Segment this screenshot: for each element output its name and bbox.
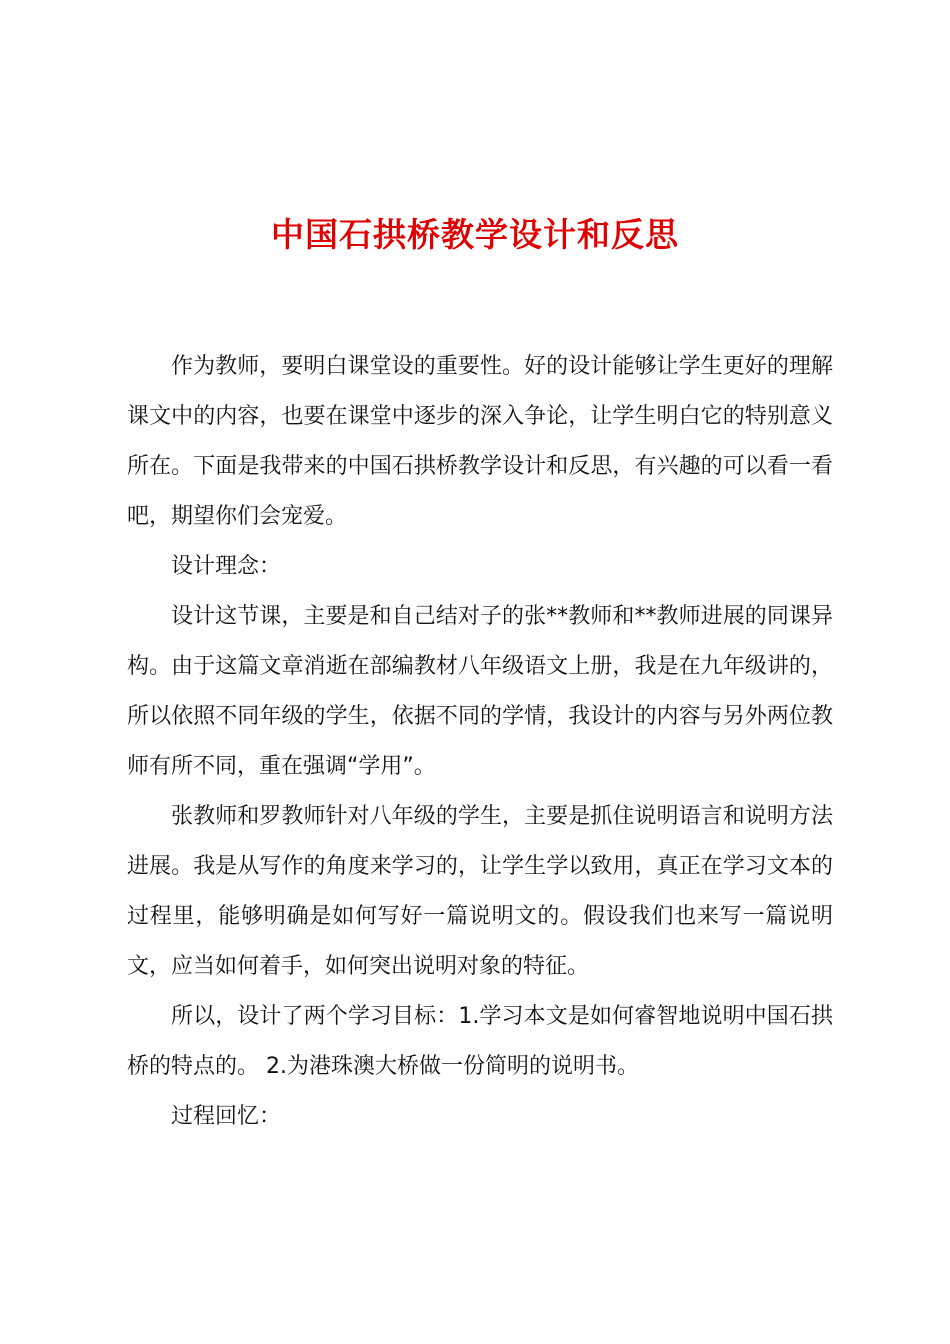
paragraph-heading-design-concept: 设计理念： xyxy=(171,554,282,579)
paragraph-teacher-comparison: 张教师和罗教师针对八年级的学生，主要是抓住说明语言和说明方法进展。我是从写作的角度来学习的，让学生学以致用，真正在学习文本的过程里，能够明确是如何写好一篇说明文的。假设我们也来写一篇说明文，应当如何着手，如何突出说明对象的特征。 xyxy=(127,804,833,979)
document-body xyxy=(127,342,833,1142)
paragraph-learning-goals: 所以，设计了两个学习目标：1.学习本文是如何睿智地说明中国石拱桥的特点的。 2.为港珠澳大桥做一份简明的说明书。 xyxy=(127,1004,833,1079)
paragraph-intro: 作为教师，要明白课堂设的重要性。好的设计能够让学生更好的理解课文中的内容，也要在课堂中逐步的深入争论，让学生明白它的特别意义所在。下面是我带来的中国石拱桥教学设计和反思，有兴趣的可以看一看吧，期望你们会宠爱。 xyxy=(127,354,833,529)
paragraph-heading-process-review: 过程回忆： xyxy=(171,1104,282,1129)
document-title: 中国石拱桥教学设计和反思 xyxy=(271,215,679,254)
paragraph-design-detail: 设计这节课，主要是和自己结对子的张**教师和**教师进展的同课异构。由于这篇文章消逝在部编教材八年级语文上册，我是在九年级讲的，所以依照不同年级的学生，依据不同的学情，我设计的内容与另外两位教师有所不同，重在强调“学用”。 xyxy=(127,604,833,779)
